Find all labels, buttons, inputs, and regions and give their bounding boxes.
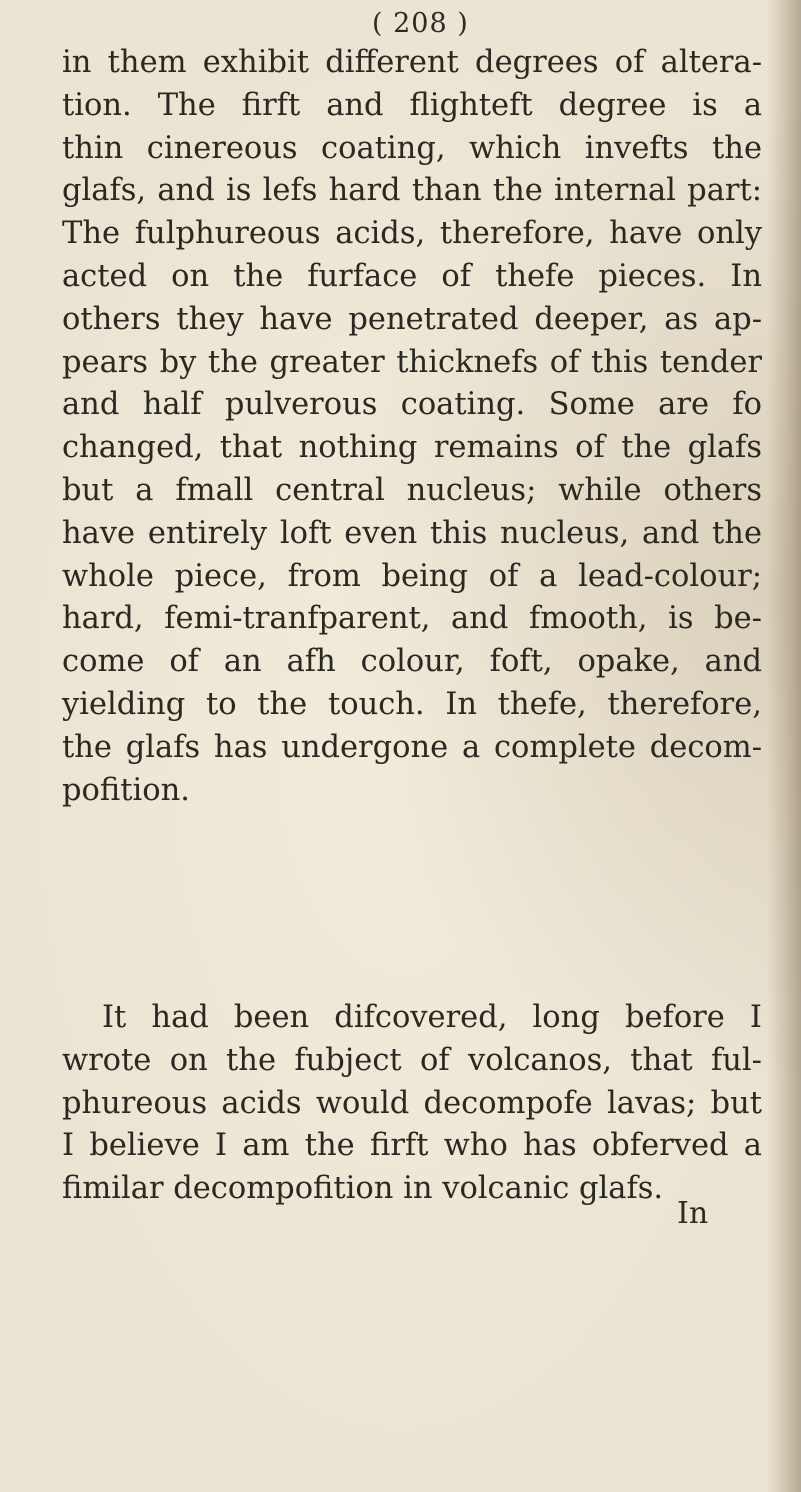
text-line: hard, femi-tranfparent, and fmooth, is be- — [62, 601, 762, 637]
text-line: but a fmall central nucleus; while others — [62, 472, 762, 508]
text-line: in them exhibit different degrees of altera- — [62, 45, 762, 80]
text-line: yielding to the touch. In thefe, therefore, — [62, 686, 762, 722]
page-number: ( 208 ) — [372, 8, 469, 39]
text-line: changed, that nothing remains of the glafs — [62, 430, 762, 466]
text-line: pofition. — [62, 772, 190, 808]
text-line: the glafs has undergone a complete decom- — [62, 729, 762, 765]
text-line: fimilar decompofition in volcanic glafs. — [62, 1171, 664, 1207]
text-line: It had been difcovered, long before I — [102, 1000, 762, 1035]
text-line: wrote on the fubject of volcanos, that ful- — [62, 1042, 762, 1078]
paragraph-2 — [62, 997, 762, 1211]
page-edge-shadow — [767, 0, 801, 1492]
text-line: whole piece, from being of a lead-colour; — [62, 558, 762, 594]
catchword: In — [677, 1196, 709, 1231]
text-line: come of an afh colour, foft, opake, and — [62, 644, 762, 680]
paragraph-1 — [62, 42, 762, 812]
text-line: glafs, and is lefs hard than the internal part: — [62, 173, 762, 209]
text-line: and half pulverous coating. Some are fo — [62, 387, 762, 423]
text-line: pears by the greater thicknefs of this tender — [62, 344, 762, 380]
text-line: have entirely loft even this nucleus, and the — [62, 515, 762, 551]
text-line: tion. The firft and flighteft degree is a — [62, 87, 762, 123]
text-line: others they have penetrated deeper, as ap- — [62, 301, 762, 337]
text-line: The fulphureous acids, therefore, have only — [62, 216, 762, 252]
text-line: I believe I am the firft who has obferved a — [62, 1128, 762, 1164]
text-line: acted on the furface of thefe pieces. In — [62, 258, 762, 294]
text-line: phureous acids would decompofe lavas; but — [62, 1085, 762, 1121]
text-line: thin cinereous coating, which invefts the — [62, 130, 762, 166]
